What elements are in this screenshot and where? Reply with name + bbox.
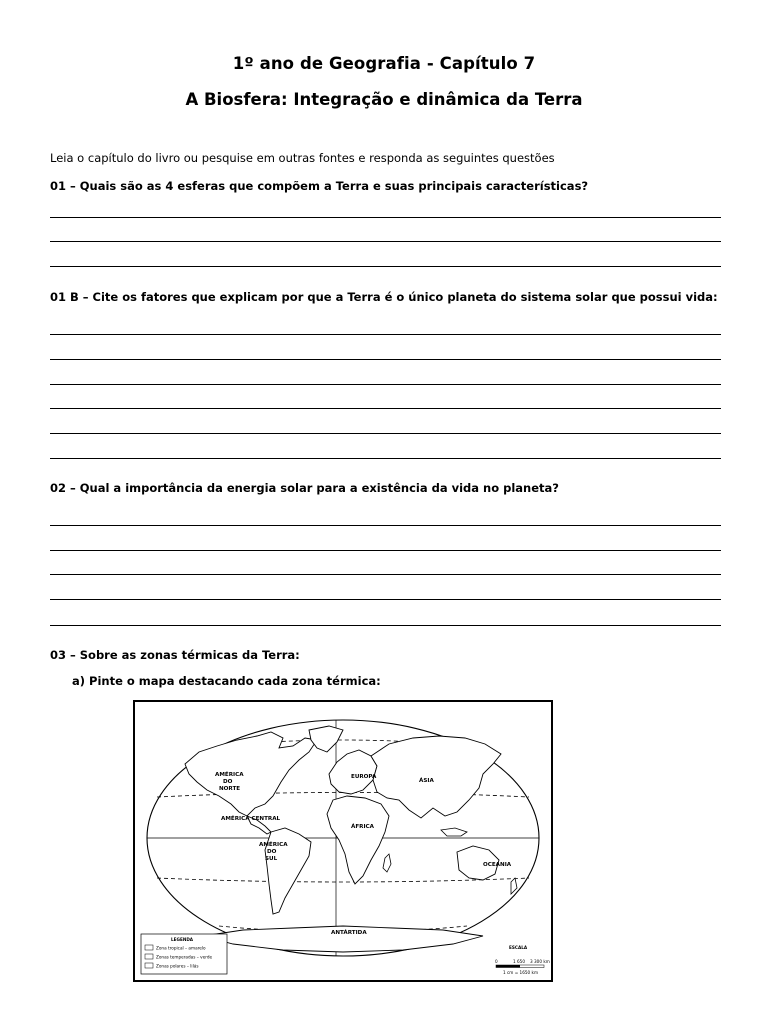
- legend-title: LEGENDA: [171, 937, 194, 942]
- worksheet-title: 1º ano de Geografia - Capítulo 7: [232, 54, 536, 73]
- instructions: Leia o capítulo do livro ou pesquise em outras fontes e responda as seguintes questões: [50, 151, 555, 165]
- answer-line[interactable]: [50, 408, 721, 409]
- answer-line[interactable]: [50, 625, 721, 626]
- answer-line[interactable]: [50, 458, 721, 459]
- label-asia: ÁSIA: [419, 778, 434, 784]
- answer-line[interactable]: [50, 384, 721, 385]
- world-map[interactable]: [133, 700, 553, 982]
- scale-title: ESCALA: [509, 945, 528, 950]
- label-africa: ÁFRICA: [351, 824, 374, 830]
- label-antarctica: ANTÁRTIDA: [331, 930, 367, 936]
- answer-line[interactable]: [50, 599, 721, 600]
- answer-line[interactable]: [50, 359, 721, 360]
- answer-line[interactable]: [50, 525, 721, 526]
- label-north-america-2: DO: [223, 779, 233, 785]
- legend-swatch-temperate[interactable]: [145, 954, 153, 959]
- question-1b: 01 B – Cite os fatores que explicam por que a Terra é o único planeta do sistema solar que possui vida:: [50, 290, 718, 304]
- legend-item-tropical: Zona tropical – amarelo: [156, 945, 206, 951]
- legend-item-temperate: Zonas temperadas – verde: [156, 954, 213, 960]
- scale-bar-fill: [496, 965, 520, 968]
- subitem-a: a) Pinte o mapa destacando cada zona térmica:: [72, 674, 381, 688]
- answer-line[interactable]: [50, 433, 721, 434]
- label-oceania: OCEANIA: [483, 862, 512, 868]
- label-central-america: AMÉRICA CENTRAL: [221, 816, 281, 822]
- answer-line[interactable]: [50, 241, 721, 242]
- answer-line[interactable]: [50, 574, 721, 575]
- question-2: 02 – Qual a importância da energia solar para a existência da vida no planeta?: [50, 481, 559, 495]
- label-north-america-1: AMÉRICA: [215, 772, 244, 778]
- question-3: 03 – Sobre as zonas térmicas da Terra:: [50, 648, 300, 662]
- label-south-america-2: DO: [267, 849, 277, 855]
- legend-item-polar: Zonas polares – lilás: [156, 963, 199, 969]
- scale-tick-0: 0: [495, 959, 498, 964]
- question-1: 01 – Quais são as 4 esferas que compõem a Terra e suas principais características?: [50, 179, 589, 193]
- scale-ratio: 1 cm = 1650 km: [503, 970, 539, 975]
- label-south-america-1: AMÉRICA: [259, 842, 288, 848]
- answer-line[interactable]: [50, 550, 721, 551]
- label-europe: EUROPA: [351, 774, 377, 780]
- legend-swatch-tropical[interactable]: [145, 945, 153, 950]
- scale-tick-1: 1 650: [513, 959, 525, 964]
- answer-line[interactable]: [50, 266, 721, 267]
- label-south-america-3: SUL: [265, 856, 278, 862]
- answer-line[interactable]: [50, 334, 721, 335]
- answer-line[interactable]: [50, 217, 721, 218]
- legend-swatch-polar[interactable]: [145, 963, 153, 968]
- scale-tick-2: 3 300 km: [530, 959, 550, 964]
- worksheet-subtitle: A Biosfera: Integração e dinâmica da Terra: [185, 90, 583, 109]
- label-north-america-3: NORTE: [219, 786, 241, 792]
- map-legend: [141, 934, 227, 974]
